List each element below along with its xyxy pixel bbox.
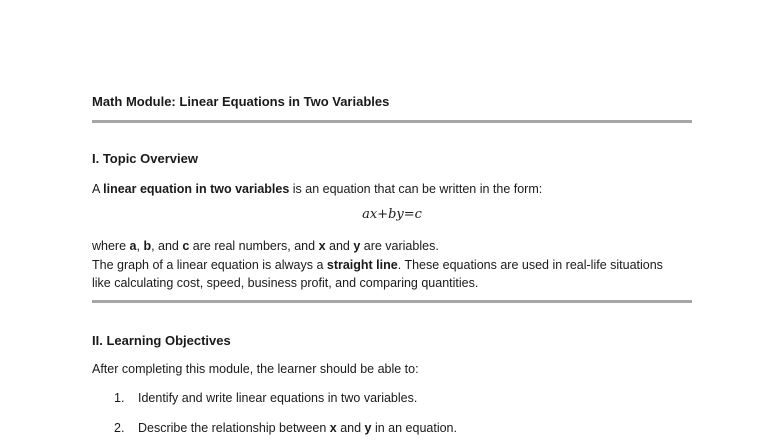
section-heading-topic-overview: I. Topic Overview [92,151,198,166]
objective-and: and [336,421,365,435]
objective-number: 2. [114,421,125,435]
objective-item [114,389,417,407]
document-title: Math Module: Linear Equations in Two Variables [92,94,390,109]
where-pre: where [92,239,130,253]
objective-text-post: in an equation. [371,421,457,435]
objective-y: y [364,421,372,435]
paragraph-definition [92,180,542,198]
document-page [92,0,692,441]
where-sep2: , and [151,239,183,253]
objective-x: x [329,421,337,435]
graph-pre: The graph of a linear equation is always a [92,258,327,272]
paragraph-graph [92,256,663,274]
where-mid: are real numbers, and [189,239,319,253]
equation-term-by: by [388,207,404,222]
where-y: y [353,239,361,253]
objective-text: Identify and write linear equations in two variables. [138,391,418,405]
divider-title [92,120,692,123]
objective-number: 1. [114,391,125,405]
section-heading-learning-objectives: II. Learning Objectives [92,333,231,348]
where-b: b [143,239,152,253]
where-post: are variables. [360,239,439,253]
graph-post: . These equations are used in real-life situations [397,258,663,272]
where-sep1: , [136,239,144,253]
definition-text-pre: A [92,182,104,196]
objectives-intro: After completing this module, the learner should be able to: [92,362,419,376]
equation-standard-form [92,207,692,222]
where-a: a [129,239,137,253]
equation-equals: = [403,207,415,222]
paragraph-graph-continued: like calculating cost, speed, business profit, and comparing quantities. [92,276,479,290]
equation-plus: + [377,207,389,222]
objective-text-pre: Describe the relationship between [138,421,330,435]
where-c: c [182,239,190,253]
objective-item [114,419,457,437]
definition-text-post: is an equation that can be written in the form: [289,182,543,196]
definition-term: linear equation in two variables [103,182,290,196]
divider-section [92,300,692,303]
equation-term-ax: ax [362,207,378,222]
equation-term-c: c [414,207,422,222]
graph-bold: straight line [326,258,398,272]
paragraph-where [92,237,439,255]
where-x: x [318,239,326,253]
where-and: and [325,239,354,253]
